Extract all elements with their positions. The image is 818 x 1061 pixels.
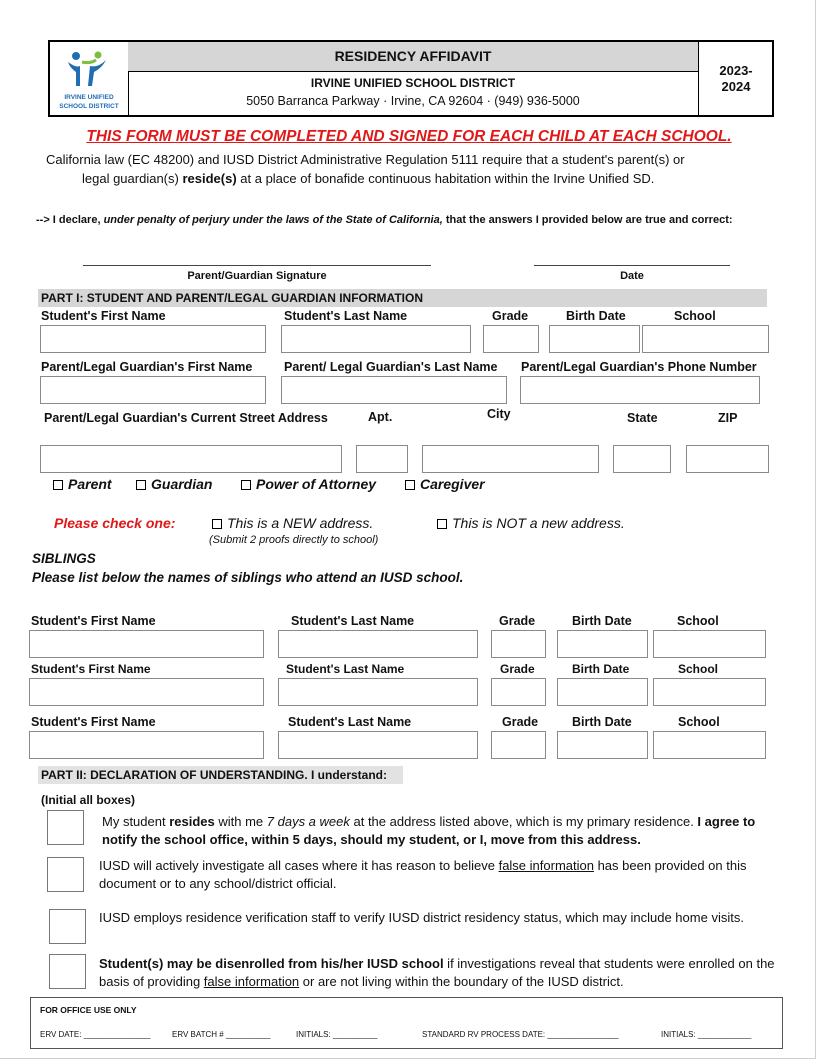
date-line[interactable] (534, 265, 730, 266)
birth-date-label: Birth Date (566, 309, 626, 323)
understanding-item-2 (99, 857, 777, 893)
initials-field-1[interactable]: INITIALS: __________ (296, 1030, 378, 1039)
checkbox-icon (241, 480, 251, 490)
sibling2-last-input[interactable] (278, 678, 478, 706)
city-label: City (487, 407, 511, 421)
relation-caregiver-label: Caregiver (420, 476, 485, 492)
sibling3-last-input[interactable] (278, 731, 478, 759)
checkbox-icon (405, 480, 415, 490)
intro-bold: reside(s) (182, 171, 237, 186)
initial-box-1[interactable] (47, 810, 84, 845)
item2-text: has been provided on this document or to any school/district official. (99, 858, 747, 891)
declaration-post: that the answers I provided below are true and correct: (442, 214, 733, 226)
checkbox-icon (53, 480, 63, 490)
school-year (698, 42, 773, 115)
sibling3-birth-input[interactable] (557, 731, 648, 759)
school-input[interactable] (642, 325, 769, 353)
checkbox-icon (212, 519, 222, 529)
school-label: School (674, 309, 716, 323)
relation-parent-label: Parent (68, 476, 112, 492)
item1-text: at the address listed above, which is my primary residence. (349, 814, 698, 829)
relation-caregiver-checkbox[interactable] (405, 476, 485, 492)
sibling3-first-input[interactable] (29, 731, 264, 759)
zip-input[interactable] (686, 445, 769, 473)
logo-line-1: IRVINE UNIFIED (64, 94, 114, 101)
sibling2-last-label: Student's Last Name (286, 662, 405, 676)
new-address-label: This is a NEW address. (227, 515, 374, 531)
sibling2-grade-input[interactable] (491, 678, 546, 706)
sibling2-school-input[interactable] (653, 678, 766, 706)
state-input[interactable] (613, 445, 671, 473)
relation-guardian-label: Guardian (151, 476, 213, 492)
parent-last-input[interactable] (281, 376, 507, 404)
sibling1-birth-label: Birth Date (572, 614, 632, 628)
sibling1-last-input[interactable] (278, 630, 478, 658)
birth-date-input[interactable] (549, 325, 640, 353)
sibling3-school-label: School (678, 715, 720, 729)
item4-bold: Student(s) may be disenrolled from his/her IUSD school (99, 956, 444, 971)
district-logo (50, 42, 129, 115)
item1-text: with me (214, 814, 267, 829)
understanding-item-3: IUSD employs residence verification staff to verify IUSD district residency status, which may include home visits. (99, 910, 744, 925)
new-address-note: (Submit 2 proofs directly to school) (209, 534, 379, 546)
declaration-pre: --> I declare, (36, 214, 104, 226)
sibling3-school-input[interactable] (653, 731, 766, 759)
street-label: Parent/Legal Guardian's Current Street Address (44, 411, 328, 425)
initials-field-2[interactable]: INITIALS: ____________ (661, 1030, 752, 1039)
perjury-declaration (36, 214, 733, 226)
year-top: 2023- (719, 62, 753, 78)
signature-line[interactable] (83, 265, 431, 266)
intro-text-end: at a place of bonafide continuous habitation within the Irvine Unified SD. (236, 171, 655, 186)
sibling3-grade-label: Grade (502, 715, 539, 729)
item2-underlined: false information (498, 858, 594, 873)
sibling3-grade-input[interactable] (491, 731, 546, 759)
sibling1-school-label: School (677, 614, 719, 628)
district-info (128, 72, 698, 115)
item1-bold-agree: I agree to notify the school office, within 5 days, should my student, or I, move from this address. (102, 814, 756, 847)
siblings-instruction: Please list below the names of siblings who attend an IUSD school. (32, 570, 464, 585)
office-use-title: FOR OFFICE USE ONLY (40, 1005, 137, 1015)
item4-text: if investigations reveal that students were enrolled on the basis of providing (99, 956, 775, 989)
sibling1-last-label: Student's Last Name (291, 614, 415, 628)
logo-line-2: SCHOOL DISTRICT (59, 103, 119, 110)
initial-box-4[interactable] (49, 954, 86, 989)
not-new-address-label: This is NOT a new address. (452, 515, 625, 531)
item4-text: or are not living within the boundary of the IUSD district. (299, 974, 624, 989)
part1-heading: PART I: STUDENT AND PARENT/LEGAL GUARDIAN INFORMATION (38, 289, 767, 307)
year-bottom: 2024 (721, 78, 751, 94)
erv-date-field[interactable]: ERV DATE: _______________ (40, 1030, 151, 1039)
sibling1-birth-input[interactable] (557, 630, 648, 658)
sibling2-birth-label: Birth Date (572, 662, 630, 676)
form-title: RESIDENCY AFFIDAVIT (128, 42, 698, 72)
student-last-label: Student's Last Name (284, 309, 408, 323)
erv-batch-field[interactable]: ERV BATCH # __________ (172, 1030, 271, 1039)
understanding-item-4 (99, 955, 777, 991)
student-first-input[interactable] (40, 325, 266, 353)
intro-line-1: California law (EC 48200) and IUSD District Administrative Regulation 5111 require that a student's parent(s) or (46, 152, 685, 167)
initial-box-3[interactable] (49, 909, 86, 944)
sibling1-grade-label: Grade (499, 614, 536, 628)
understanding-item-1 (102, 813, 777, 849)
initial-note: (Initial all boxes) (41, 793, 136, 807)
parent-first-input[interactable] (40, 376, 266, 404)
sibling1-first-input[interactable] (29, 630, 264, 658)
intro-line-2 (82, 171, 654, 186)
item1-bold: resides (169, 814, 215, 829)
item1-text: My student (102, 814, 170, 829)
city-input[interactable] (422, 445, 599, 473)
sibling2-birth-input[interactable] (557, 678, 648, 706)
sibling2-first-label: Student's First Name (31, 662, 151, 676)
sibling3-first-label: Student's First Name (31, 715, 156, 729)
sibling2-school-label: School (678, 662, 719, 676)
intro-text: legal guardian(s) (82, 171, 183, 186)
zip-label: ZIP (718, 411, 738, 425)
apt-input[interactable] (356, 445, 408, 473)
iusd-logo-icon (50, 46, 128, 94)
district-name: IRVINE UNIFIED SCHOOL DISTRICT (310, 76, 516, 90)
parent-last-label: Parent/ Legal Guardian's Last Name (284, 360, 498, 374)
date-label: Date (620, 270, 644, 282)
form-header (48, 40, 774, 117)
parent-first-label: Parent/Legal Guardian's First Name (41, 360, 253, 374)
item1-italic: 7 days a week (266, 814, 350, 829)
parent-phone-input[interactable] (520, 376, 760, 404)
sibling2-first-input[interactable] (29, 678, 264, 706)
siblings-heading: SIBLINGS (32, 551, 96, 566)
office-use-box (30, 997, 783, 1049)
relation-poa-label: Power of Attorney (256, 476, 377, 492)
sibling3-birth-label: Birth Date (572, 715, 632, 729)
relation-parent-checkbox[interactable] (53, 476, 112, 492)
district-address: 5050 Barranca Parkway · Irvine, CA 92604 · (949) 936-5000 (246, 94, 580, 108)
checkbox-icon (136, 480, 146, 490)
initial-box-2[interactable] (47, 857, 84, 892)
sibling1-first-label: Student's First Name (31, 614, 156, 628)
sibling2-grade-label: Grade (500, 662, 535, 676)
student-last-input[interactable] (281, 325, 471, 353)
new-address-checkbox[interactable] (212, 515, 373, 531)
part2-heading: PART II: DECLARATION OF UNDERSTANDING. I understand: (38, 766, 403, 784)
check-one-prompt: Please check one: (54, 515, 176, 531)
state-label: State (627, 411, 658, 425)
signature-label: Parent/Guardian Signature (187, 270, 327, 282)
student-first-label: Student's First Name (41, 309, 166, 323)
sibling3-last-label: Student's Last Name (288, 715, 412, 729)
sibling1-school-input[interactable] (653, 630, 766, 658)
parent-phone-label: Parent/Legal Guardian's Phone Number (521, 360, 757, 374)
standard-rv-date-field[interactable]: STANDARD RV PROCESS DATE: ________________ (422, 1030, 619, 1039)
item4-underlined: false information (203, 974, 300, 989)
sibling1-grade-input[interactable] (491, 630, 546, 658)
declaration-italic: under penalty of perjury under the laws of the State of California, (103, 214, 443, 226)
relation-guardian-checkbox[interactable] (136, 476, 212, 492)
street-input[interactable] (40, 445, 342, 473)
apt-label: Apt. (368, 410, 393, 424)
completion-notice: THIS FORM MUST BE COMPLETED AND SIGNED FOR EACH CHILD AT EACH SCHOOL. (86, 128, 732, 145)
not-new-address-checkbox[interactable] (437, 515, 625, 531)
grade-input[interactable] (483, 325, 539, 353)
relation-poa-checkbox[interactable] (241, 476, 376, 492)
checkbox-icon (437, 519, 447, 529)
grade-label: Grade (492, 309, 529, 323)
item2-text: IUSD will actively investigate all cases where it has reason to believe (99, 858, 499, 873)
